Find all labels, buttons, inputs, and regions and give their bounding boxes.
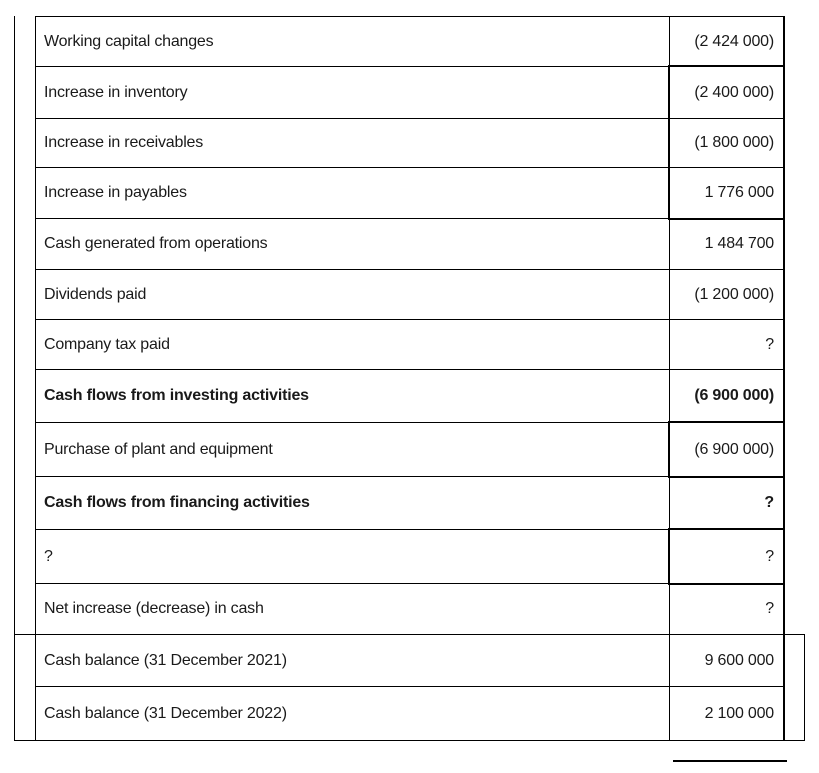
row-value: ?: [764, 494, 774, 511]
table-row-net-change-in-cash: [35, 584, 784, 634]
row-value: (1 800 000): [694, 134, 774, 151]
row-label: Cash generated from operations: [44, 235, 268, 252]
table-row-cash-balance-2021: [35, 635, 784, 686]
row-value: 1 776 000: [704, 184, 774, 201]
table-row-company-tax-paid: [35, 320, 784, 369]
table-row-working-capital-changes: [35, 17, 784, 66]
row-label: Working capital changes: [44, 32, 214, 50]
table-row-unknown-financing-item: [35, 530, 784, 583]
table-row-purchase-of-plant: [35, 423, 784, 476]
row-label: Company tax paid: [44, 335, 170, 353]
row-value: 9 600 000: [704, 651, 774, 669]
row-label: Net increase (decrease) in cash: [44, 600, 264, 617]
row-separator: [14, 740, 805, 741]
row-value: ?: [765, 547, 774, 565]
row-label: Purchase of plant and equipment: [44, 440, 273, 458]
row-label: Cash balance (31 December 2022): [44, 704, 287, 722]
table-row-increase-in-inventory: [35, 67, 784, 118]
table-left-outer-border: [14, 16, 15, 741]
table-row-financing-activities-heading: [35, 477, 784, 529]
table-row-investing-activities-heading: [35, 370, 784, 422]
table-row-dividends-paid: [35, 270, 784, 319]
row-label: Cash flows from financing activities: [44, 494, 310, 511]
row-label: Cash flows from investing activities: [44, 387, 309, 404]
row-value: (1 200 000): [694, 285, 774, 303]
row-value: ?: [765, 600, 774, 617]
row-value: (2 424 000): [694, 32, 774, 50]
row-label: Dividends paid: [44, 285, 147, 303]
row-label: Cash balance (31 December 2021): [44, 651, 287, 669]
row-label: Increase in receivables: [44, 134, 204, 151]
row-label: Increase in inventory: [44, 83, 188, 101]
final-total-underline: [673, 760, 787, 762]
table-row-increase-in-receivables: [35, 119, 784, 167]
row-value: (6 900 000): [694, 440, 774, 458]
table-row-cash-balance-2022: [35, 687, 784, 740]
row-label: ?: [44, 547, 53, 565]
row-value: ?: [765, 335, 774, 353]
row-value: (2 400 000): [694, 83, 774, 101]
row-value: 2 100 000: [704, 704, 774, 722]
table-row-cash-generated-from-operations: [35, 219, 784, 269]
row-label: Increase in payables: [44, 184, 187, 201]
table-right-outer-border: [804, 634, 805, 741]
row-value: 1 484 700: [704, 235, 774, 252]
row-value: (6 900 000): [694, 387, 774, 404]
table-row-increase-in-payables: [35, 168, 784, 218]
